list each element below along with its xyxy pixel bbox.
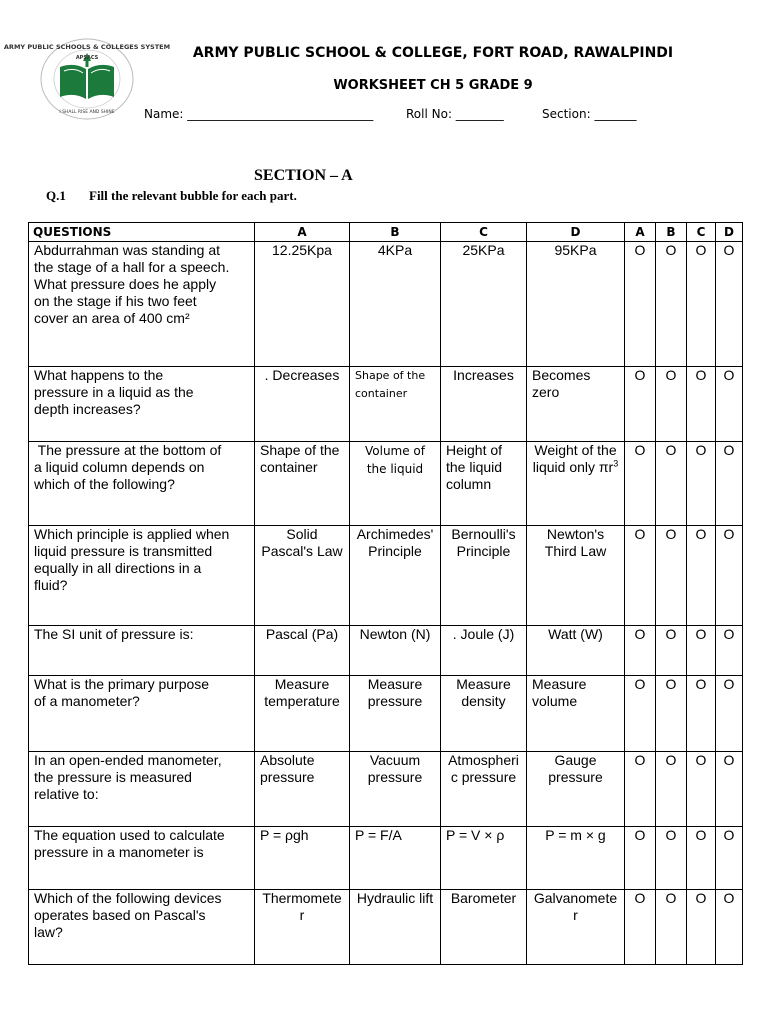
option-d: P = m × g (527, 827, 625, 890)
header-option-d: D (527, 223, 625, 242)
option-d: Becomes zero (527, 367, 625, 442)
school-name: ARMY PUBLIC SCHOOL & COLLEGE, FORT ROAD, RAWALPINDI (192, 45, 674, 61)
bubble-c[interactable]: O (687, 367, 716, 442)
logo-ring-text: ARMY PUBLIC SCHOOLS & COLLEGES SYSTEM (3, 43, 171, 51)
option-b: Volume of the liquid (350, 442, 441, 526)
option-a: Pascal (Pa) (255, 626, 350, 676)
bubble-a[interactable]: O (625, 676, 656, 752)
table-row (29, 752, 743, 827)
option-c: Measure density (441, 676, 527, 752)
bubble-a[interactable]: O (625, 442, 656, 526)
option-c: Height of the liquid column (441, 442, 527, 526)
option-a: . Decreases (255, 367, 350, 442)
bubble-d[interactable]: O (716, 442, 743, 526)
name-field: Name: _______________________________ (144, 107, 374, 121)
bubble-b[interactable]: O (656, 242, 687, 367)
option-a: Solid Pascal's Law (255, 526, 350, 626)
option-b: P = F/A (350, 827, 441, 890)
bubble-b[interactable]: O (656, 442, 687, 526)
section-field: Section: _______ (542, 107, 637, 121)
option-b: Shape of the container (350, 367, 441, 442)
bubble-c[interactable]: O (687, 827, 716, 890)
bubble-d[interactable]: O (716, 367, 743, 442)
bubble-c[interactable]: O (687, 890, 716, 965)
option-c: 25KPa (441, 242, 527, 367)
bubble-a[interactable]: O (625, 367, 656, 442)
header-questions: QUESTIONS (29, 223, 255, 242)
mcq-table (28, 222, 743, 965)
bubble-a[interactable]: O (625, 526, 656, 626)
bubble-d[interactable]: O (716, 242, 743, 367)
table-row (29, 827, 743, 890)
option-d: Measure volume (527, 676, 625, 752)
question-text: The equation used to calculate pressure in a manometer is (29, 827, 255, 890)
bubble-c[interactable]: O (687, 752, 716, 827)
logo-motto: I SHALL RISE AND SHINE (59, 110, 115, 115)
bubble-c[interactable]: O (687, 626, 716, 676)
option-d: Weight of the liquid only $\pi r^3$ (527, 442, 625, 526)
bubble-b[interactable]: O (656, 676, 687, 752)
bubble-d[interactable]: O (716, 626, 743, 676)
question-text: The pressure at the bottom of a liquid column depends on which of the following? (29, 442, 255, 526)
bubble-b[interactable]: O (656, 752, 687, 827)
table-row (29, 442, 743, 526)
option-b: 4KPa (350, 242, 441, 367)
table-row (29, 626, 743, 676)
table-row (29, 367, 743, 442)
bubble-c[interactable]: O (687, 526, 716, 626)
header-option-a: A (255, 223, 350, 242)
question-number: Q.1 (46, 188, 66, 203)
option-d: Galvanometer (527, 890, 625, 965)
option-b: Vacuum pressure (350, 752, 441, 827)
question-text: Abdurrahman was standing at the stage of a hall for a speech. What pressure does he apply on the stage if his two feet cover an area of 400 cm² (29, 242, 255, 367)
header-bubble-a: A (625, 223, 656, 242)
table-header-row (29, 223, 743, 242)
bubble-d[interactable]: O (716, 526, 743, 626)
option-d: Gauge pressure (527, 752, 625, 827)
option-a: Shape of the container (255, 442, 350, 526)
question-text: The SI unit of pressure is: (29, 626, 255, 676)
question-text: What is the primary purpose of a manometer? (29, 676, 255, 752)
bubble-b[interactable]: O (656, 827, 687, 890)
bubble-a[interactable]: O (625, 890, 656, 965)
bubble-b[interactable]: O (656, 890, 687, 965)
bubble-a[interactable]: O (625, 242, 656, 367)
bubble-c[interactable]: O (687, 442, 716, 526)
question-text: What happens to the pressure in a liquid as the depth increases? (29, 367, 255, 442)
bubble-d[interactable]: O (716, 890, 743, 965)
option-d: 95KPa (527, 242, 625, 367)
option-b: Hydraulic lift (350, 890, 441, 965)
open-book-logo-icon (41, 39, 133, 119)
option-c: Atmospheric pressure (441, 752, 527, 827)
option-d: Newton's Third Law (527, 526, 625, 626)
table-row (29, 526, 743, 626)
option-b: Archimedes' Principle (350, 526, 441, 626)
bubble-b[interactable]: O (656, 526, 687, 626)
option-a: 12.25Kpa (255, 242, 350, 367)
question-instruction: Fill the relevant bubble for each part. (89, 188, 297, 203)
option-c: Bernoulli's Principle (441, 526, 527, 626)
bubble-a[interactable]: O (625, 827, 656, 890)
table-row (29, 676, 743, 752)
header-option-b: B (350, 223, 441, 242)
question-text: Which of the following devices operates based on Pascal's law? (29, 890, 255, 965)
option-c: . Joule (J) (441, 626, 527, 676)
table-row (29, 890, 743, 965)
bubble-d[interactable]: O (716, 827, 743, 890)
bubble-b[interactable]: O (656, 626, 687, 676)
header-bubble-c: C (687, 223, 716, 242)
bubble-d[interactable]: O (716, 752, 743, 827)
header-bubble-d: D (716, 223, 743, 242)
option-b: Newton (N) (350, 626, 441, 676)
option-a: Absolute pressure (255, 752, 350, 827)
option-a: P = ρgh (255, 827, 350, 890)
worksheet-title: WORKSHEET CH 5 GRADE 9 (333, 78, 533, 93)
logo-inner-text: APSACS (75, 55, 99, 61)
option-c: P = V × ρ (441, 827, 527, 890)
question-text: In an open-ended manometer, the pressure is measured relative to: (29, 752, 255, 827)
header-option-c: C (441, 223, 527, 242)
bubble-c[interactable]: O (687, 676, 716, 752)
option-c: Barometer (441, 890, 527, 965)
bubble-d[interactable]: O (716, 676, 743, 752)
bubble-a[interactable]: O (625, 626, 656, 676)
section-title: SECTION – A (254, 167, 353, 184)
option-a: Measure temperature (255, 676, 350, 752)
bubble-a[interactable]: O (625, 752, 656, 827)
option-d: Watt (W) (527, 626, 625, 676)
option-b: Measure pressure (350, 676, 441, 752)
school-logo (3, 37, 171, 121)
table-row (29, 242, 743, 367)
option-c: Increases (441, 367, 527, 442)
bubble-b[interactable]: O (656, 367, 687, 442)
bubble-c[interactable]: O (687, 242, 716, 367)
option-a: Thermometer (255, 890, 350, 965)
roll-number-field: Roll No: ________ (406, 107, 504, 121)
header-bubble-b: B (656, 223, 687, 242)
question-text: Which principle is applied when liquid pressure is transmitted equally in all directions in a fluid? (29, 526, 255, 626)
